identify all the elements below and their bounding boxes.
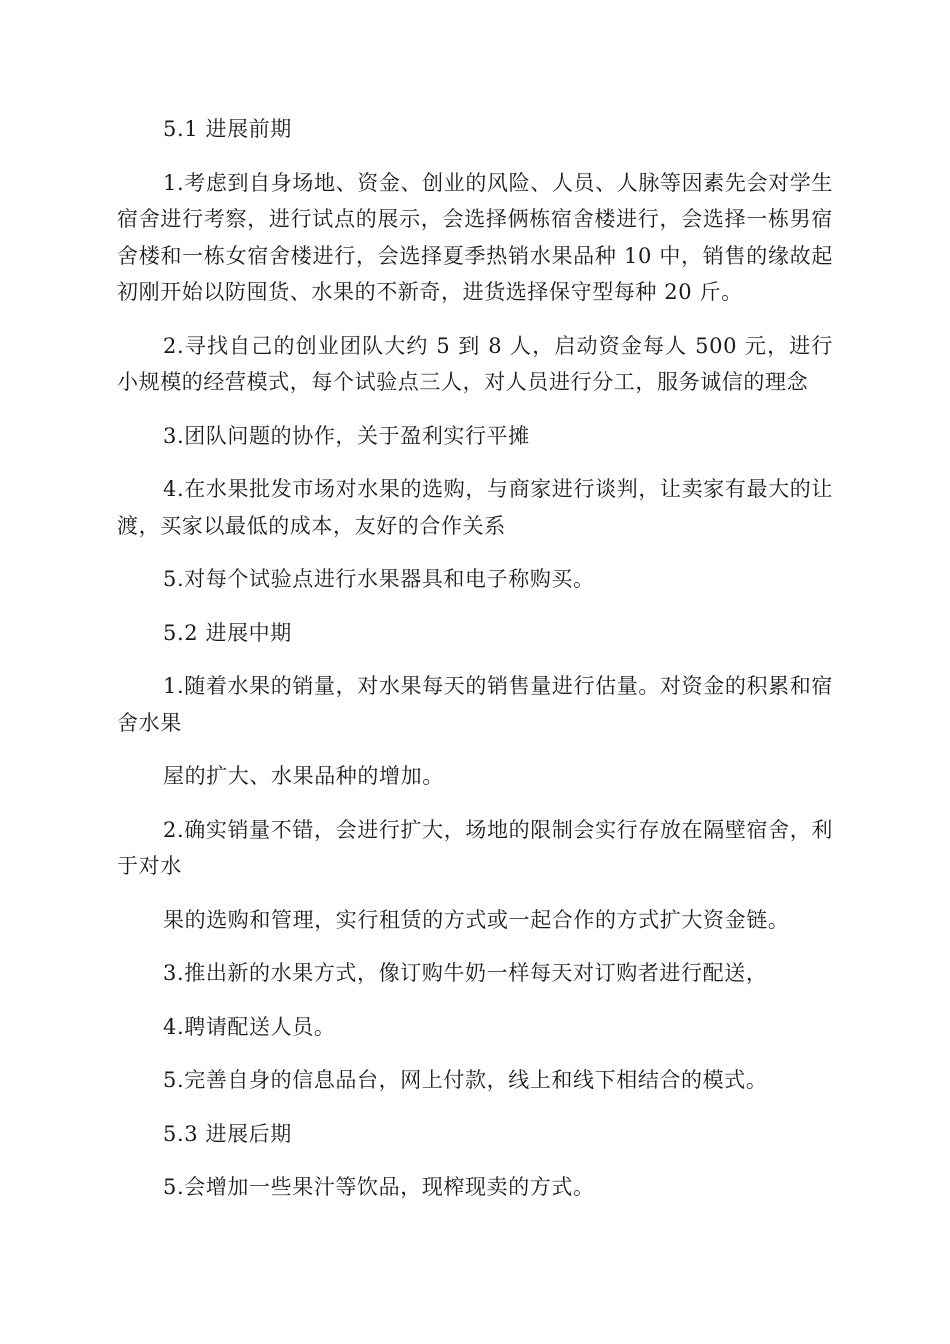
section-heading-5-1: 5.1 进展前期 xyxy=(163,117,292,141)
paragraph-early-2: 2.寻找自己的创业团队大约 5 到 8 人，启动资金每人 500 元，进行小规模的经营模式，每个试验点三人，对人员进行分工，服务诚信的理念 xyxy=(117,333,833,394)
section-heading-5-3: 5.3 进展后期 xyxy=(163,1121,292,1146)
paragraph-early-3: 3.团队问题的协作，关于盈利实行平摊 xyxy=(163,423,530,448)
paragraph-mid-5: 5.完善自身的信息品台，网上付款，线上和线下相结合的模式。 xyxy=(163,1068,768,1092)
paragraph-early-1: 1.考虑到自身场地、资金、创业的风险、人员、人脉等因素先会对学生宿舍进行考察，进行试点的展示，会选择俩栋宿舍楼进行，会选择一栋男宿舍楼和一栋女宿舍楼进行，会选择夏季热销水果品种 10 中，销售的缘故起初刚开始以防囤货、水果的不新奇，进货选择保守型每种 20 斤。 xyxy=(117,170,833,304)
section-heading-5-2: 5.2 进展中期 xyxy=(163,620,292,645)
paragraph-early-5: 5.对每个试验点进行水果器具和电子称购买。 xyxy=(163,567,595,591)
paragraph-late-5: 5.会增加一些果汁等饮品，现榨现卖的方式。 xyxy=(163,1175,595,1199)
paragraph-mid-2: 2.确实销量不错，会进行扩大，场地的限制会实行存放在隔壁宿舍，利于对水 xyxy=(117,817,833,878)
paragraph-mid-2-continued: 果的选购和管理，实行租赁的方式或一起合作的方式扩大资金链。 xyxy=(163,907,790,932)
paragraph-mid-1-continued: 屋的扩大、水果品种的增加。 xyxy=(163,764,444,788)
paragraph-mid-4: 4.聘请配送人员。 xyxy=(163,1014,336,1039)
paragraph-early-4: 4.在水果批发市场对水果的选购，与商家进行谈判，让卖家有最大的让渡，买家以最低的成本，友好的合作关系 xyxy=(117,477,833,538)
document-body xyxy=(117,111,833,1223)
paragraph-mid-3: 3.推出新的水果方式，像订购牛奶一样每天对订购者进行配送， xyxy=(163,961,768,985)
paragraph-mid-1: 1.随着水果的销量，对水果每天的销售量进行估量。对资金的积累和宿舍水果 xyxy=(117,674,833,735)
